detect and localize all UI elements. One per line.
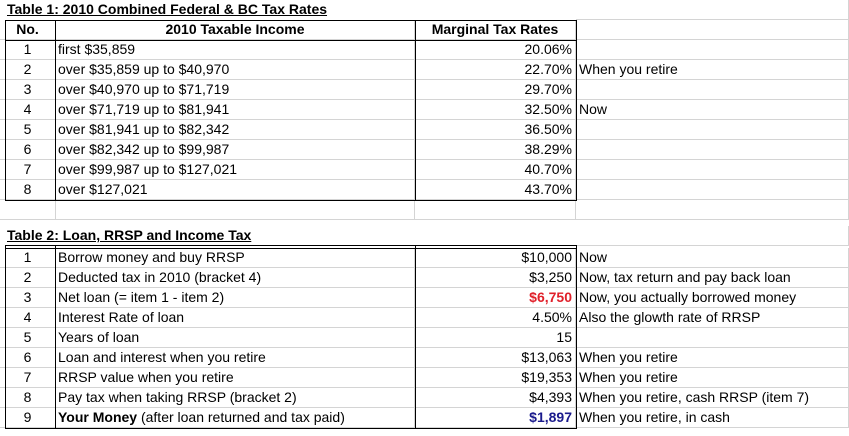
item-value[interactable]: $4,393	[415, 388, 576, 408]
table-row	[0, 40, 849, 60]
empty-cell[interactable]	[576, 20, 849, 40]
table-row	[0, 120, 849, 140]
table2-column-divider	[55, 245, 56, 429]
header-no[interactable]: No.	[0, 20, 56, 40]
empty-cell[interactable]	[576, 200, 849, 220]
item-value[interactable]: $19,353	[415, 368, 576, 388]
row-number[interactable]: 3	[0, 80, 56, 100]
note-cell[interactable]: Also the glowth rate of RRSP	[576, 308, 849, 328]
note-cell[interactable]: Now	[576, 248, 849, 268]
table-row	[0, 60, 849, 80]
row-number[interactable]: 2	[0, 60, 56, 80]
row-number[interactable]: 7	[0, 368, 56, 388]
note-cell[interactable]	[576, 140, 849, 160]
tax-rate[interactable]: 32.50%	[415, 100, 576, 120]
tax-rate[interactable]: 38.29%	[415, 140, 576, 160]
row-number[interactable]: 4	[0, 308, 56, 328]
table1-column-divider	[415, 20, 416, 201]
note-cell[interactable]: Now	[576, 100, 849, 120]
income-bracket[interactable]: over $127,021	[56, 180, 415, 200]
header-marginal-rates[interactable]: Marginal Tax Rates	[415, 20, 576, 40]
item-description[interactable]: Borrow money and buy RRSP	[56, 248, 415, 268]
note-cell[interactable]	[576, 160, 849, 180]
income-bracket[interactable]: over $81,941 up to $82,342	[56, 120, 415, 140]
tax-rate[interactable]: 43.70%	[415, 180, 576, 200]
table-row	[0, 408, 849, 428]
item-description[interactable]: Net loan (= item 1 - item 2)	[56, 288, 415, 308]
note-cell[interactable]: When you retire	[576, 60, 849, 80]
item-description[interactable]: Interest Rate of loan	[56, 308, 415, 328]
income-bracket[interactable]: first $35,859	[56, 40, 415, 60]
row-number[interactable]: 2	[0, 268, 56, 288]
empty-cell[interactable]	[0, 200, 56, 220]
note-cell[interactable]	[576, 328, 849, 348]
table2-title-row	[0, 226, 849, 246]
blank-row	[0, 200, 849, 220]
row-number[interactable]: 8	[0, 180, 56, 200]
empty-cell[interactable]	[415, 200, 576, 220]
income-bracket[interactable]: over $40,970 up to $71,719	[56, 80, 415, 100]
table1-title-row	[0, 0, 849, 20]
item-value[interactable]: 4.50%	[415, 308, 576, 328]
row-number[interactable]: 8	[0, 388, 56, 408]
table-row	[0, 100, 849, 120]
item-value[interactable]: $3,250	[415, 268, 576, 288]
row-number[interactable]: 7	[0, 160, 56, 180]
row-number[interactable]: 9	[0, 408, 56, 428]
note-cell[interactable]: Now, tax return and pay back loan	[576, 268, 849, 288]
income-bracket[interactable]: over $99,987 up to $127,021	[56, 160, 415, 180]
your-money-label: Your Money	[58, 409, 138, 425]
income-bracket[interactable]: over $71,719 up to $81,941	[56, 100, 415, 120]
header-taxable-income[interactable]: 2010 Taxable Income	[56, 20, 415, 40]
item-description[interactable]: Deducted tax in 2010 (bracket 4)	[56, 268, 415, 288]
note-cell[interactable]: When you retire	[576, 348, 849, 368]
table-row	[0, 348, 849, 368]
row-number[interactable]: 4	[0, 100, 56, 120]
note-cell[interactable]	[576, 120, 849, 140]
row-number[interactable]: 6	[0, 348, 56, 368]
table1-column-divider	[55, 20, 56, 201]
table2-title[interactable]: Table 2: Loan, RRSP and Income Tax	[7, 227, 252, 243]
table-row	[0, 80, 849, 100]
tax-rate[interactable]: 20.06%	[415, 40, 576, 60]
row-number[interactable]: 1	[0, 248, 56, 268]
item-value[interactable]: $13,063	[415, 348, 576, 368]
empty-cell[interactable]	[56, 200, 415, 220]
note-cell[interactable]: When you retire, in cash	[576, 408, 849, 428]
empty-cell[interactable]	[576, 0, 849, 20]
table-row	[0, 160, 849, 180]
row-number[interactable]: 5	[0, 120, 56, 140]
your-money-value[interactable]: $1,897	[415, 408, 576, 428]
table2-top-double-line	[5, 248, 577, 249]
table-row	[0, 328, 849, 348]
table-row	[0, 268, 849, 288]
empty-cell[interactable]	[576, 226, 849, 246]
income-bracket[interactable]: over $35,859 up to $40,970	[56, 60, 415, 80]
table1-header-divider	[5, 40, 577, 41]
table-row	[0, 388, 849, 408]
item-value[interactable]: $10,000	[415, 248, 576, 268]
item-description[interactable]: RRSP value when you retire	[56, 368, 415, 388]
item-description[interactable]: Pay tax when taking RRSP (bracket 2)	[56, 388, 415, 408]
row-number[interactable]: 3	[0, 288, 56, 308]
table1-title[interactable]: Table 1: 2010 Combined Federal & BC Tax Rates	[7, 1, 328, 17]
table2-column-divider	[415, 245, 416, 429]
table-row	[0, 180, 849, 200]
item-description[interactable]	[56, 408, 415, 428]
table-row	[0, 368, 849, 388]
row-number[interactable]: 1	[0, 40, 56, 60]
row-number[interactable]: 5	[0, 328, 56, 348]
item-description[interactable]: Loan and interest when you retire	[56, 348, 415, 368]
item-value[interactable]: 15	[415, 328, 576, 348]
income-bracket[interactable]: over $82,342 up to $99,987	[56, 140, 415, 160]
note-cell[interactable]: When you retire, cash RRSP (item 7)	[576, 388, 849, 408]
table-row	[0, 308, 849, 328]
note-cell[interactable]	[576, 180, 849, 200]
tax-rate[interactable]: 22.70%	[415, 60, 576, 80]
note-cell[interactable]	[576, 40, 849, 60]
your-money-detail: (after loan returned and tax paid)	[137, 409, 345, 425]
tax-rate[interactable]: 40.70%	[415, 160, 576, 180]
table-row	[0, 140, 849, 160]
note-cell[interactable]: Now, you actually borrowed money	[576, 288, 849, 308]
tax-rate[interactable]: 29.70%	[415, 80, 576, 100]
table-row	[0, 248, 849, 268]
note-cell[interactable]: When you retire	[576, 368, 849, 388]
note-cell[interactable]	[576, 80, 849, 100]
table1-header-row	[0, 20, 849, 40]
table-row	[0, 288, 849, 308]
row-number[interactable]: 6	[0, 140, 56, 160]
net-loan-value[interactable]: $6,750	[415, 288, 576, 308]
item-description[interactable]: Years of loan	[56, 328, 415, 348]
tax-rate[interactable]: 36.50%	[415, 120, 576, 140]
